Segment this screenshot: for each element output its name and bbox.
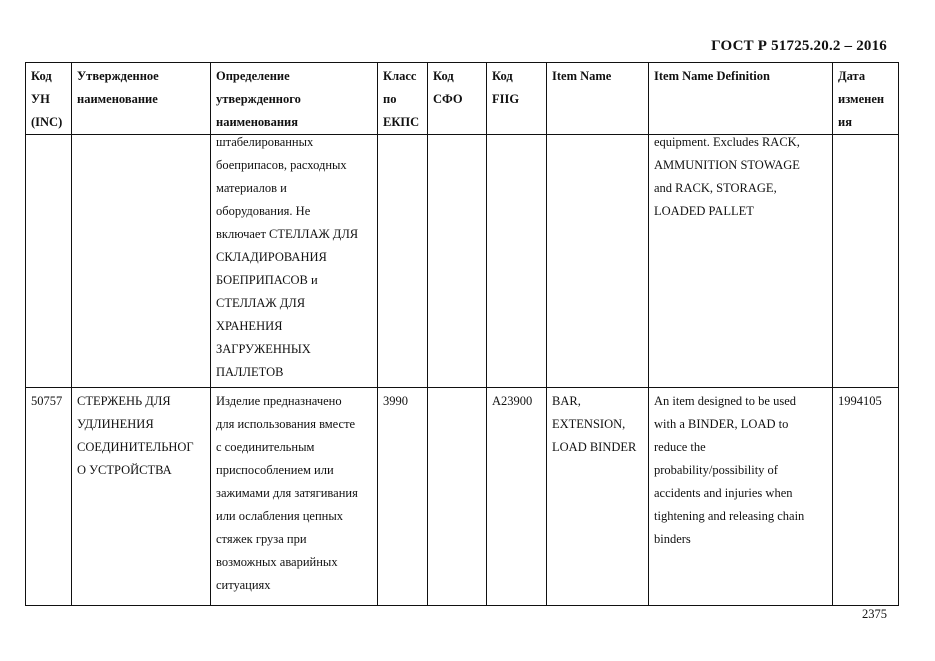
cell-date: 1994105 [833, 388, 899, 606]
col-header-inc: Код УН (INC) [26, 63, 72, 135]
document-header-title: ГОСТ Р 51725.20.2 – 2016 [711, 38, 887, 54]
cell-definition: штабелированных боеприпасов, расходных материалов и оборудования. Не включает СТЕЛЛАЖ ДЛЯ СКЛАДИРОВАНИЯ БОЕПРИПАСОВ и СТЕЛЛАЖ ДЛЯ ХРАНЕНИЯ ЗАГРУЖЕННЫХ ПАЛЛЕТОВ [211, 135, 378, 388]
cell-definition: Изделие предназначено для использования вместе с соединительным приспособлением или зажимами для затягивания или ослабления цепных стяжек груза при возможных аварийных ситуациях [211, 388, 378, 606]
cell-item-name [547, 135, 649, 388]
col-header-definition: Определение утвержденного наименования [211, 63, 378, 135]
cell-item-definition: equipment. Excludes RACK, AMMUNITION STOWAGE and RACK, STORAGE, LOADED PALLET [649, 135, 833, 388]
cell-item-definition: An item designed to be used with a BINDER, LOAD to reduce the probability/possibility of accidents and injuries when tightening and releasing chain binders [649, 388, 833, 606]
cell-sfo [428, 388, 487, 606]
col-header-item-definition: Item Name Definition [649, 63, 833, 135]
table-header-row [26, 63, 899, 135]
cell-class: 3990 [378, 388, 428, 606]
cell-item-name: BAR, EXTENSION, LOAD BINDER [547, 388, 649, 606]
cell-inc [26, 135, 72, 388]
catalog-table [25, 62, 899, 606]
table-row [26, 135, 899, 388]
col-header-sfo: Код СФО [428, 63, 487, 135]
col-header-fiig: Код FIIG [487, 63, 547, 135]
cell-class [378, 135, 428, 388]
cell-fiig [487, 135, 547, 388]
col-header-date: Дата изменен ия [833, 63, 899, 135]
col-header-item-name: Item Name [547, 63, 649, 135]
cell-sfo [428, 135, 487, 388]
cell-approved-name: СТЕРЖЕНЬ ДЛЯ УДЛИНЕНИЯ СОЕДИНИТЕЛЬНОГ О УСТРОЙСТВА [72, 388, 211, 606]
cell-fiig: A23900 [487, 388, 547, 606]
cell-inc: 50757 [26, 388, 72, 606]
table-row [26, 388, 899, 606]
cell-approved-name [72, 135, 211, 388]
col-header-approved-name: Утвержденное наименование [72, 63, 211, 135]
col-header-class: Класс по ЕКПС [378, 63, 428, 135]
page-number: 2375 [862, 607, 887, 621]
cell-date [833, 135, 899, 388]
